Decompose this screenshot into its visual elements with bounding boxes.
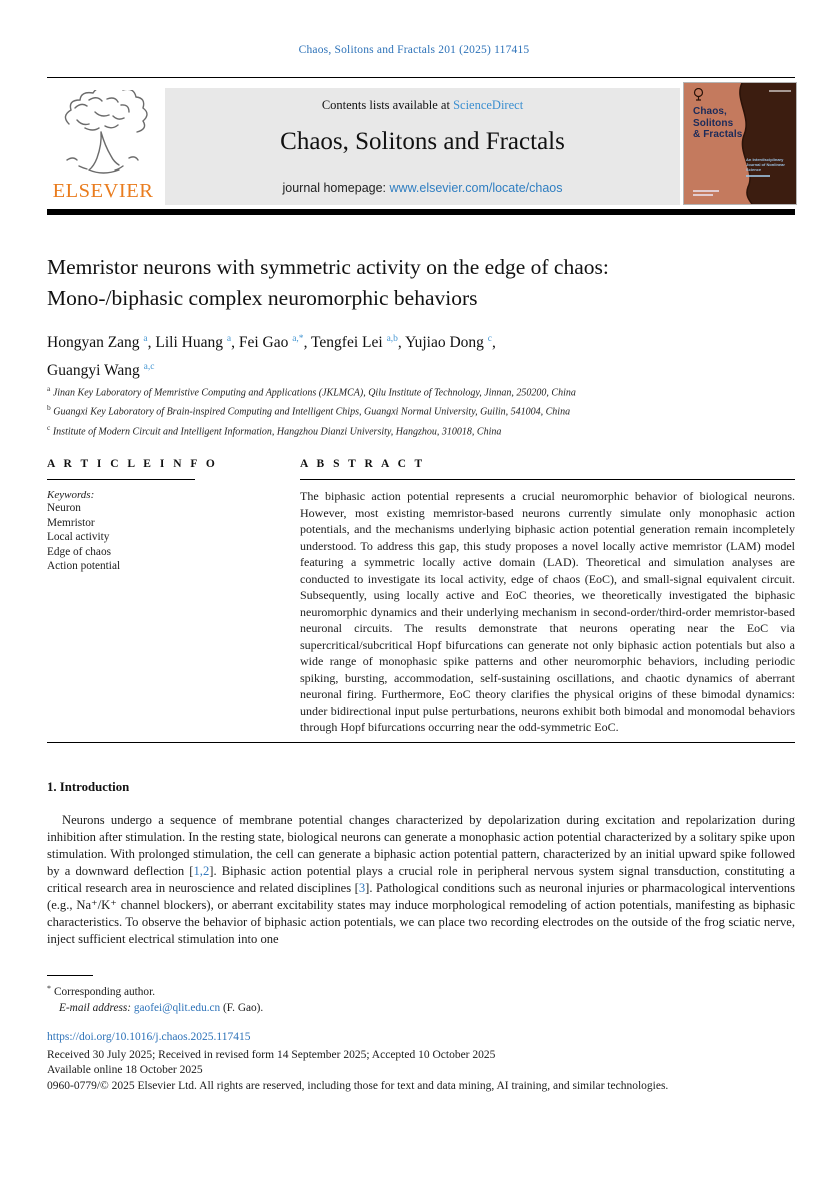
homepage-line [165, 181, 680, 195]
abstract-heading: A B S T R A C T [300, 458, 426, 470]
cover-subtitle: An Interdisciplinary Journal of Nonlinear Science [746, 157, 785, 172]
elsevier-logo[interactable] [47, 88, 159, 205]
author-list: Hongyan Zang $^a$, Lili Huang $^a$, Fei Gao $^{a,*}$, Tengfei Lei $^{a,b}$, Yujiao Dong $^c$, Guangyi Wang $^{a,c}$ [47, 334, 496, 380]
asterisk: * [47, 984, 51, 993]
cover-tree-icon [693, 88, 704, 101]
article-footer [47, 1030, 795, 1094]
elsevier-wordmark: ELSEVIER [52, 180, 154, 202]
corresponding-author-text: Corresponding author. [54, 986, 156, 998]
keywords-label: Keywords: [47, 489, 95, 501]
footnote [47, 981, 647, 1016]
cover-microtext-decoration [746, 175, 770, 177]
homepage-prefix: journal homepage: [282, 181, 390, 195]
article-title-line2: Mono-/biphasic complex neuromorphic behaviors [47, 286, 478, 310]
reference-link[interactable]: 3 [358, 881, 366, 895]
sciencedirect-link[interactable]: ScienceDirect [453, 98, 524, 112]
cover-background [684, 83, 796, 204]
running-head: Chaos, Solitons and Fractals 201 (2025) 117415 [298, 44, 530, 56]
received-dates: Received 30 July 2025; Received in revised form 14 September 2025; Accepted 10 October 2025 [47, 1049, 496, 1062]
cover-microtext-decoration [693, 194, 713, 196]
doi-link[interactable]: https://doi.org/10.1016/j.chaos.2025.117415 [47, 1031, 251, 1043]
keyword-item: Neuron [47, 502, 81, 514]
keywords-list [47, 501, 282, 574]
keyword-item: Memristor [47, 516, 95, 529]
article-info-section [47, 458, 282, 574]
keyword-item: Local activity [47, 531, 110, 543]
article-title [47, 252, 767, 314]
abstract-section [300, 458, 795, 736]
cover-microtext-decoration [769, 90, 791, 92]
reference-link[interactable]: 1,2 [193, 864, 210, 878]
contents-line [165, 98, 680, 113]
footnote-rule [47, 975, 93, 976]
journal-cover-thumbnail[interactable] [683, 82, 797, 205]
introduction-heading: 1. Introduction [47, 780, 130, 794]
journal-title: Chaos, Solitons and Fractals [280, 128, 565, 155]
masthead-bottom-bar [47, 209, 795, 215]
abstract-bottom-divider [47, 742, 795, 743]
homepage-link[interactable]: www.elsevier.com/locate/chaos [389, 181, 563, 195]
journal-masthead [165, 88, 680, 205]
top-divider [47, 77, 795, 78]
cover-title: Chaos, Solitons & Fractals [693, 106, 743, 140]
elsevier-tree-icon [55, 90, 151, 178]
introduction-paragraph: Neurons undergo a sequence of membrane potential changes characterized by depolarization during excitation and repolarization during inhibition after stimulation. In the resting state, biological neurons can generate a monophasic action potential characterized by a solitary spike upon stimulation. With prolonged stimulation, the cell can generate a biphasic action potential pattern, characterized by an initial upward spike followed by a downward deflection [1,2]. Biphasic action potential plays a crucial role in peripheral nervous system signal transduction, constituting a critical research area in neuroscience and related disciplines [3]. Pathological conditions such as neuronal injuries or pharmacological interventions (e.g., Na⁺/K⁺ channel blockers), or aberrant excitability states may induce morphological remodeling of action potentials, manifesting as biphasic characteristics. To observe the behavior of biphasic action potentials, we can place two recording electrodes on the outside of the frog sciatic nerve, inject sufficient electrical stimulation into one [47, 813, 796, 946]
email-link[interactable]: gaofei@qlit.edu.cn [133, 1001, 221, 1014]
article-info-heading: A R T I C L E I N F O [47, 458, 218, 470]
article-title-line1: Memristor neurons with symmetric activity on the edge of chaos: [47, 255, 609, 279]
email-suffix: (F. Gao). [220, 1001, 264, 1014]
available-online: Available online 18 October 2025 [47, 1064, 203, 1077]
copyright-line: 0960-0779/© 2025 Elsevier Ltd. All rights are reserved, including those for text and data mining, AI training, and similar technologies. [47, 1079, 669, 1092]
contents-prefix: Contents lists available at [321, 98, 454, 112]
cover-microtext-decoration [693, 190, 719, 192]
corresponding-author-note [47, 981, 647, 1001]
email-line [59, 1001, 647, 1017]
keyword-item: Edge of chaos [47, 545, 111, 558]
article-info-rule [47, 479, 195, 480]
email-label: E-mail address: [59, 1001, 132, 1014]
abstract-text: The biphasic action potential represents a crucial neuromorphic behavior of biological neurons. However, most existing memristor-based neurons currently simulate only monophasic action potentials, and the mechanisms underlying biphasic action potential generation remain incompletely understood. To address this gap, this study proposes a novel locally active memristor (LAM) model featuring a symmetric locally active domain (LAD). Theoretical and simulation analyses are conducted to investigate its local activity, edge of chaos (EoC), and small-signal equivalent circuit. Subsequently, using locally active and EoC theories, we theoretically investigated the biphasic neuromorphic dynamics and their underlying mechanism in second-order/third-order memristor-based neuronal circuits. The results demonstrate that neurons operating near the EoC via supercritical/subcritical Hopf bifurcations can generate not only biphasic action potentials but also a wide range of monophasic spike patterns and other neuromorphic behaviors, including periodic spiking, bursting, accommodation, self-sustaining oscillations, and chaotic dynamics of aberrant neuronal firing. Furthermore, EoC theory clarifies the physical origins of these bimodal dynamics: under bidirectional input pulse perturbations, neurons exhibit both bimodal and monomodal behaviors through Hopf bifurcations occurring near the odd-symmetric EoC. [300, 489, 795, 734]
affiliations: $^a$ Jinan Key Laboratory of Memristive Computing and Applications (JKLMCA), Qilu Institute of Technology, Jinnan, 250200, China $^b$ Guangxi Key Laboratory of Brain-inspired Computing and Intelligent Chips, Guangxi Normal University, Guilin, 541004, China $^c$ Institute of Modern Circuit and Intelligent Information, Hangzhou Dianzi University, Hangzhou, 310018, China [47, 384, 576, 437]
keyword-item: Action potential [47, 560, 121, 572]
abstract-rule [300, 479, 795, 480]
